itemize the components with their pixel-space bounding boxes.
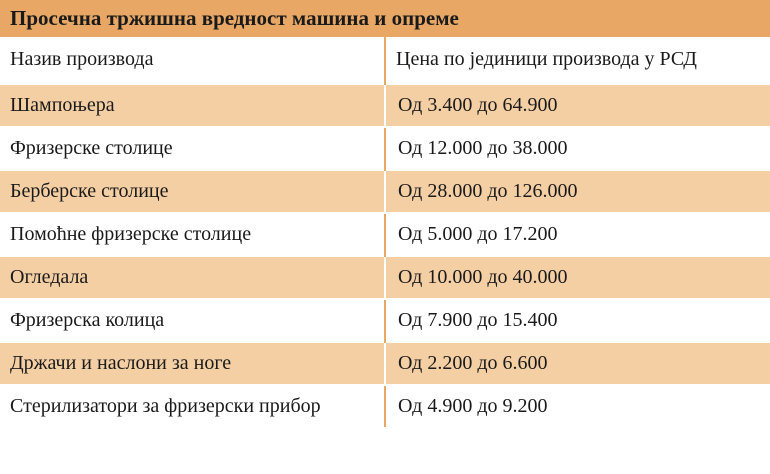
row-price-value: Од 5.000 до 17.200 — [385, 213, 770, 256]
table-row — [0, 342, 770, 385]
row-price-value: Од 3.400 до 64.900 — [385, 84, 770, 127]
table-row — [0, 213, 770, 256]
row-product-name: Фризерске столице — [0, 127, 385, 170]
row-product-name: Држачи и наслони за ноге — [0, 342, 385, 385]
row-price-value: Од 7.900 до 15.400 — [385, 299, 770, 342]
row-price-value: Од 2.200 до 6.600 — [385, 342, 770, 385]
row-price-value: Од 12.000 до 38.000 — [385, 127, 770, 170]
row-product-name: Помоћне фризерске столице — [0, 213, 385, 256]
table-row — [0, 385, 770, 427]
table-title: Просечна тржишна вредност машина и опреме — [0, 0, 770, 37]
table-header-row — [0, 37, 770, 84]
column-header-product-name: Назив производа — [0, 37, 385, 84]
table-title-row — [0, 0, 770, 37]
table-row — [0, 84, 770, 127]
row-product-name: Стерилизатори за фризерски прибор — [0, 385, 385, 427]
column-header-price: Цена по јединици производа у РСД — [385, 37, 770, 84]
table-row — [0, 256, 770, 299]
row-price-value: Од 28.000 до 126.000 — [385, 170, 770, 213]
row-product-name: Фризерска колица — [0, 299, 385, 342]
row-product-name: Берберске столице — [0, 170, 385, 213]
table-row — [0, 299, 770, 342]
row-product-name: Огледала — [0, 256, 385, 299]
row-product-name: Шампоњера — [0, 84, 385, 127]
row-price-value: Од 10.000 до 40.000 — [385, 256, 770, 299]
table-row — [0, 127, 770, 170]
row-price-value: Од 4.900 до 9.200 — [385, 385, 770, 427]
table-row — [0, 170, 770, 213]
